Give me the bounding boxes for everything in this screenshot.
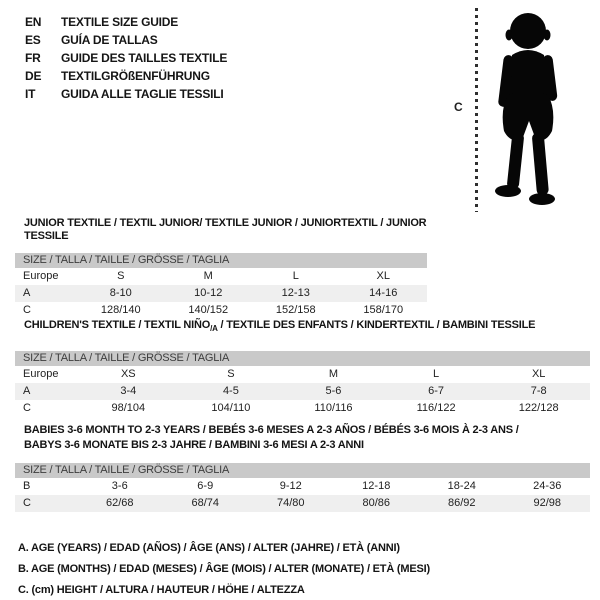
footnotes bbox=[18, 538, 430, 600]
table-cell: 3-6 bbox=[111, 480, 128, 492]
row-label: C bbox=[23, 402, 31, 415]
row-label: A bbox=[23, 287, 31, 299]
language-code: IT bbox=[25, 87, 36, 101]
table-cell: 12-18 bbox=[362, 480, 391, 492]
footnote-line: A. AGE (YEARS) / EDAD (AÑOS) / ÂGE (ANS) / ALTER (JAHRE) / ETÀ (ANNI) bbox=[18, 542, 400, 554]
table-cell: 68/74 bbox=[191, 497, 220, 509]
table-row bbox=[15, 495, 590, 512]
language-title: GUIDE DES TAILLES TEXTILE bbox=[61, 51, 228, 65]
table-cell: 6-7 bbox=[428, 385, 445, 398]
table-cell: 98/104 bbox=[111, 402, 146, 415]
table-cell: 74/80 bbox=[276, 497, 305, 509]
table-cell: 116/122 bbox=[416, 402, 456, 415]
table-cell: XL bbox=[531, 368, 546, 381]
table-cell: 140/152 bbox=[188, 304, 229, 316]
baby-figure bbox=[440, 0, 600, 220]
language-code: EN bbox=[25, 15, 42, 29]
size-table-section-2 bbox=[15, 423, 590, 512]
table-cell: XS bbox=[120, 368, 136, 381]
language-title: GUIDA ALLE TAGLIE TESSILI bbox=[61, 87, 224, 101]
table-cell: 104/110 bbox=[211, 402, 251, 415]
language-row-en bbox=[25, 13, 227, 31]
table-cell: 9-12 bbox=[279, 480, 302, 492]
language-row-it bbox=[25, 85, 227, 103]
table-cell: 6-9 bbox=[197, 480, 214, 492]
table-cell: S bbox=[227, 368, 235, 381]
table-cell: 24-36 bbox=[533, 480, 562, 492]
table-cell: 14-16 bbox=[369, 287, 398, 299]
table-title bbox=[15, 217, 427, 243]
row-label: Europe bbox=[23, 368, 59, 381]
table-cell: 18-24 bbox=[447, 480, 476, 492]
table-cell: 86/92 bbox=[447, 497, 476, 509]
table-cell: 10-12 bbox=[194, 287, 223, 299]
table-cell: S bbox=[117, 270, 125, 282]
row-label: B bbox=[23, 480, 31, 492]
table-cell: L bbox=[433, 368, 440, 381]
height-measure-label: C bbox=[454, 100, 463, 114]
footnote-line: B. AGE (MONTHS) / EDAD (MESES) / ÂGE (MOIS) / ALTER (MONATE) / ETÀ (MESI) bbox=[18, 563, 430, 575]
table-cell: 152/158 bbox=[275, 304, 316, 316]
table-cell: XL bbox=[376, 270, 390, 282]
footnote-line: C. (cm) HEIGHT / ALTURA / HAUTEUR / HÖHE / ALTEZZA bbox=[18, 584, 305, 596]
language-title: TEXTILE SIZE GUIDE bbox=[61, 15, 179, 29]
table-row bbox=[15, 383, 590, 400]
table-row bbox=[15, 285, 427, 302]
size-table-section-0 bbox=[15, 217, 427, 319]
language-code: FR bbox=[25, 51, 41, 65]
table-cell: 8-10 bbox=[109, 287, 132, 299]
table-row bbox=[15, 268, 427, 285]
table-cell: 3-4 bbox=[120, 385, 137, 398]
table-cell: 62/68 bbox=[105, 497, 134, 509]
table-cell: 122/128 bbox=[518, 402, 559, 415]
table-cell: 92/98 bbox=[533, 497, 562, 509]
size-table-section-1 bbox=[15, 319, 590, 417]
row-label: Europe bbox=[23, 270, 59, 282]
table-cell: M bbox=[328, 368, 339, 381]
table-title-segment: BABYS 3-6 MONATE BIS 2-3 JAHRE / BAMBINI 3-6 MESI A 2-3 ANNI bbox=[24, 439, 364, 451]
language-header bbox=[25, 13, 227, 103]
table-cell: 158/170 bbox=[363, 304, 404, 316]
row-label: A bbox=[23, 385, 31, 398]
row-label: C bbox=[23, 304, 31, 316]
baby-silhouette-icon bbox=[482, 9, 574, 209]
language-row-fr bbox=[25, 49, 227, 67]
table-cell: 80/86 bbox=[362, 497, 391, 509]
table-title-segment: JUNIOR TEXTILE / TEXTIL JUNIOR/ TEXTILE JUNIOR / JUNIORTEXTIL / JUNIOR TESSILE bbox=[24, 217, 427, 242]
table-title bbox=[15, 423, 590, 453]
table-cell: 128/140 bbox=[100, 304, 141, 316]
table-cell: 12-13 bbox=[281, 287, 310, 299]
table-row bbox=[15, 400, 590, 417]
size-header-band: SIZE / TALLA / TAILLE / GRÖSSE / TAGLIA bbox=[15, 253, 427, 268]
table-title-segment: CHILDREN'S TEXTILE / TEXTIL NIÑO bbox=[24, 319, 211, 331]
table-title-segment: /A bbox=[210, 324, 218, 334]
height-measure-line bbox=[475, 8, 478, 212]
table-cell: 4-5 bbox=[222, 385, 239, 398]
table-cell: 7-8 bbox=[530, 385, 547, 398]
size-header-band: SIZE / TALLA / TAILLE / GRÖSSE / TAGLIA bbox=[15, 463, 590, 478]
table-cell: 5-6 bbox=[325, 385, 342, 398]
table-row bbox=[15, 478, 590, 495]
language-row-es bbox=[25, 31, 227, 49]
row-label: C bbox=[23, 497, 31, 509]
table-row bbox=[15, 302, 427, 319]
language-title: GUÍA DE TALLAS bbox=[61, 33, 158, 47]
table-title-segment: / TEXTILE DES ENFANTS / KINDERTEXTIL / BAMBINI TESSILE bbox=[217, 319, 536, 331]
table-cell: 110/116 bbox=[314, 402, 353, 415]
language-code: ES bbox=[25, 33, 41, 47]
language-code: DE bbox=[25, 69, 42, 83]
table-cell: M bbox=[203, 270, 213, 282]
table-row bbox=[15, 366, 590, 383]
language-title: TEXTILGRÖßENFÜHRUNG bbox=[61, 69, 210, 83]
table-title bbox=[15, 319, 590, 335]
size-header-band: SIZE / TALLA / TAILLE / GRÖSSE / TAGLIA bbox=[15, 351, 590, 366]
table-title-segment: BABIES 3-6 MONTH TO 2-3 YEARS / BEBÉS 3-6 MESES A 2-3 AÑOS / BÉBÉS 3-6 MOIS À 2-3 ANS / bbox=[24, 424, 519, 436]
language-row-de bbox=[25, 67, 227, 85]
table-cell: L bbox=[292, 270, 299, 282]
